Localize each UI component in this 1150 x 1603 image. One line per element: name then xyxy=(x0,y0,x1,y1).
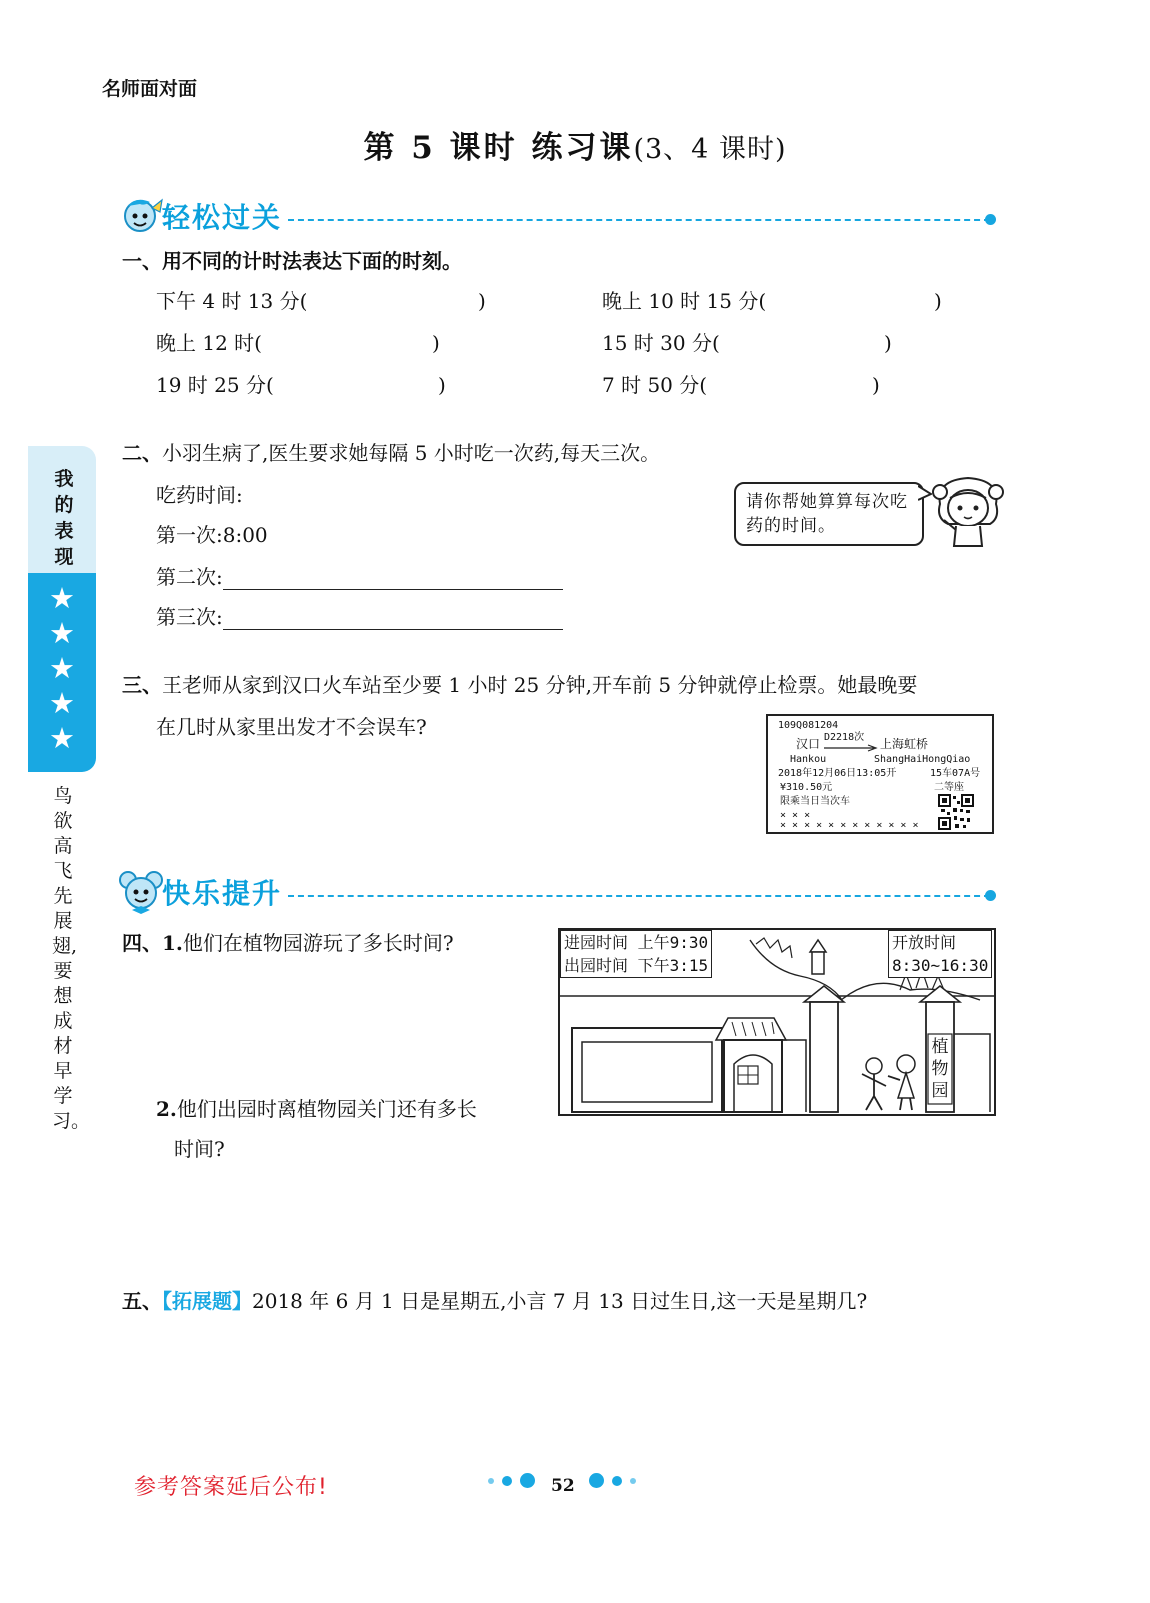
fairy-mascot-icon xyxy=(118,194,166,240)
garden-gate-sign: 植物园 xyxy=(931,1037,949,1101)
question-5-text: 2018 年 6 月 1 日是星期五,小言 7 月 13 日过生日,这一天是星期几? xyxy=(252,1289,868,1313)
question-3-line1: 王老师从家到汉口火车站至少要 1 小时 25 分钟,开车前 5 分钟就停止检票。她最晚要 xyxy=(162,673,918,697)
ticket-arrow-icon xyxy=(824,744,880,752)
divider-dot xyxy=(985,890,996,901)
speech-bubble xyxy=(734,482,924,546)
side-proverb: 鸟欲高飞先展翅,要想成材早学习。 xyxy=(52,785,91,1132)
rating-star-icon[interactable]: ★ xyxy=(49,581,75,615)
girl-character-icon xyxy=(930,474,1008,548)
lesson-title xyxy=(0,122,1150,167)
botanical-garden-picture xyxy=(558,928,996,1116)
page-dot xyxy=(488,1478,494,1484)
page-dot xyxy=(630,1478,636,1484)
question-1-text: 用不同的计时法表达下面的时刻。 xyxy=(162,249,462,273)
q2-third-label: 第三次: xyxy=(156,605,223,629)
q1-item-2-close: ) xyxy=(934,289,942,313)
garden-opening-hours xyxy=(888,930,992,978)
question-3-number: 三、 xyxy=(122,673,162,697)
lesson-title-sub: (3、4 课时) xyxy=(633,134,787,165)
garden-open-label: 开放时间 xyxy=(892,933,957,952)
q2-first-dose: 第一次:8:00 xyxy=(156,523,268,547)
ticket-price: ¥310.50元 xyxy=(780,782,833,793)
q1-item-5: 19 时 25 分( xyxy=(156,373,274,397)
section-label-easy: 轻松过关 xyxy=(162,201,283,234)
ticket-class: 二等座 xyxy=(934,782,964,793)
question-2-number: 二、 xyxy=(122,441,162,465)
q1-item-4-close: ) xyxy=(884,331,892,355)
train-ticket xyxy=(766,714,994,834)
page-dot xyxy=(502,1476,512,1486)
section-header-easy xyxy=(118,192,1004,240)
question-4-sub2-number: 2. xyxy=(156,1097,177,1121)
q1-item-5-close: ) xyxy=(438,373,446,397)
ticket-train: D2218次 xyxy=(824,732,865,743)
ticket-from: 汉口 xyxy=(796,737,821,751)
section-divider xyxy=(288,219,990,221)
ticket-note: 限乘当日当次车 xyxy=(780,796,850,807)
page-dot xyxy=(612,1476,622,1486)
q1-item-3-close: ) xyxy=(432,331,440,355)
self-evaluation-tab xyxy=(28,446,96,772)
question-1-number: 一、 xyxy=(122,249,162,273)
mouse-mascot-icon xyxy=(118,870,166,916)
garden-visit-times xyxy=(560,930,712,978)
q1-item-2: 晚上 10 时 15 分( xyxy=(602,289,767,313)
question-4-sub2-line1: 他们出园时离植物园关门还有多长 xyxy=(176,1097,477,1121)
question-4-sub1-number: 1. xyxy=(162,931,183,955)
page-number: 52 xyxy=(551,1476,575,1496)
question-5-prompt xyxy=(122,1288,867,1314)
self-evaluation-label: 我的表现 xyxy=(54,468,74,568)
rating-star-icon[interactable]: ★ xyxy=(49,616,75,650)
question-5-number: 五、 xyxy=(122,1289,162,1313)
question-2-prompt xyxy=(122,440,660,466)
speech-bubble-text: 请你帮她算算每次吃药的时间。 xyxy=(746,492,908,536)
ticket-datetime: 2018年12月06日13:05开 xyxy=(778,768,897,779)
question-3-prompt xyxy=(122,672,917,698)
ticket-mask-2: × × × × × × × × × × × × xyxy=(780,820,919,831)
self-evaluation-header xyxy=(28,446,96,573)
q1-item-1-close: ) xyxy=(478,289,486,313)
q1-item-6: 7 时 50 分( xyxy=(602,373,708,397)
q2-second-label: 第二次: xyxy=(156,565,223,589)
q1-item-3: 晚上 12 时( xyxy=(156,331,262,355)
question-4-part-1 xyxy=(122,930,454,956)
ticket-mask-1: × × × xyxy=(780,810,811,821)
garden-enter-time: 进园时间 上午9:30 xyxy=(564,933,709,952)
section-label-improve: 快乐提升 xyxy=(162,877,283,910)
rating-star-icon[interactable]: ★ xyxy=(49,686,75,720)
question-4-part-2 xyxy=(156,1096,477,1122)
question-2-text: 小羽生病了,医生要求她每隔 5 小时吃一次药,每天三次。 xyxy=(162,441,661,465)
section-divider xyxy=(288,895,990,897)
ticket-code: 109Q081204 xyxy=(778,720,839,731)
section-header-improve xyxy=(118,868,1004,916)
rating-star-icon[interactable]: ★ xyxy=(49,721,75,755)
page-dot xyxy=(520,1473,535,1488)
garden-exit-time: 出园时间 下午3:15 xyxy=(564,956,709,975)
question-4-number: 四、 xyxy=(122,931,162,955)
question-3-line2: 在几时从家里出发才不会误车? xyxy=(156,715,427,739)
question-1-prompt xyxy=(122,248,462,274)
q2-third-answer-line[interactable] xyxy=(223,629,563,630)
q1-item-6-close: ) xyxy=(872,373,880,397)
answer-notice: 参考答案延后公布! xyxy=(134,1475,328,1500)
q2-second-dose xyxy=(156,564,563,590)
ticket-seat: 15车07A号 xyxy=(930,768,981,779)
garden-open-hours: 8:30~16:30 xyxy=(892,956,989,975)
qr-code-icon xyxy=(938,794,974,830)
q2-third-dose xyxy=(156,604,563,630)
q2-label: 吃药时间: xyxy=(156,483,243,507)
rating-stars xyxy=(28,573,96,772)
book-title: 名师面对面 xyxy=(102,78,198,100)
ticket-to: 上海虹桥 xyxy=(880,737,929,751)
ticket-from-en: Hankou xyxy=(790,754,827,765)
lesson-title-main: 第 5 课时 练习课 xyxy=(363,130,634,166)
q1-item-4: 15 时 30 分( xyxy=(602,331,720,355)
question-4-sub1-text: 他们在植物园游玩了多长时间? xyxy=(182,931,454,955)
extension-tag: 【拓展题】 xyxy=(162,1289,252,1313)
q1-item-1: 下午 4 时 13 分( xyxy=(156,289,308,313)
rating-star-icon[interactable]: ★ xyxy=(49,651,75,685)
q2-second-answer-line[interactable] xyxy=(223,589,563,590)
ticket-to-en: ShangHaiHongQiao xyxy=(874,754,971,765)
page-dot xyxy=(589,1473,604,1488)
question-4-sub2-line2: 时间? xyxy=(174,1137,225,1161)
divider-dot xyxy=(985,214,996,225)
